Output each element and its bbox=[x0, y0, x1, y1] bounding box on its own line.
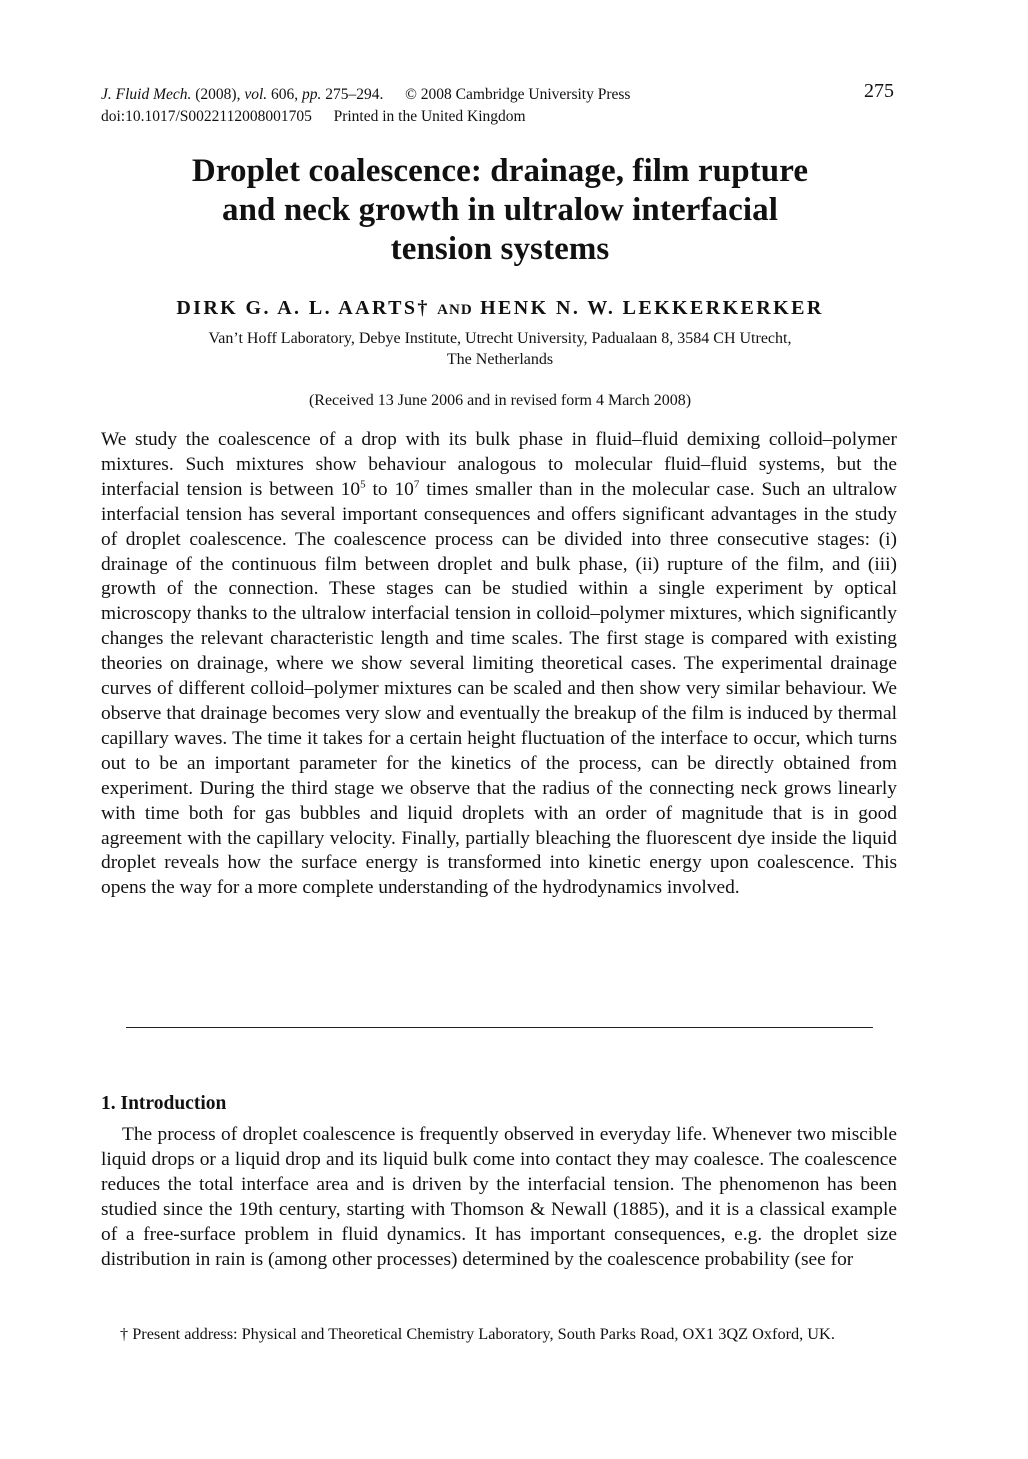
volume-label: vol. bbox=[244, 86, 268, 103]
title-line: tension systems bbox=[390, 231, 610, 267]
page-number: 275 bbox=[864, 80, 894, 102]
title-line: Droplet coalescence: drainage, film rupture bbox=[191, 153, 809, 189]
journal-year: (2008), bbox=[195, 86, 241, 103]
abstract-text: to 10 bbox=[365, 478, 414, 500]
author-second: HENK N. W. LEKKERKERKER bbox=[480, 297, 824, 319]
author-conjunction: AND bbox=[437, 302, 473, 318]
running-header-doi bbox=[101, 106, 526, 128]
printed-notice: Printed in the United Kingdom bbox=[333, 108, 526, 125]
affiliation-line: Van’t Hoff Laboratory, Debye Institute, Utrecht University, Padualaan 8, 3584 CH Utrecht, bbox=[208, 330, 792, 347]
affiliation-line: The Netherlands bbox=[446, 351, 554, 368]
pages-label: pp. bbox=[302, 86, 322, 103]
author-first: DIRK G. A. L. AARTS† bbox=[176, 297, 430, 319]
title-line: and neck growth in ultralow interfacial bbox=[221, 192, 779, 228]
affiliation bbox=[100, 328, 900, 370]
footnote: † Present address: Physical and Theoretical Chemistry Laboratory, South Parks Road, OX1 3QZ Oxford, UK. bbox=[120, 1324, 835, 1343]
received-dates: (Received 13 June 2006 and in revised form 4 March 2008) bbox=[308, 392, 692, 409]
abstract-text: times smaller than in the molecular case. Such an ultralow interfacial tension has several important consequences and offers significant advantages in the study of droplet coalescence. The coalescence process can be divided into three consecutive stages: (i) drainage of the continuous film between droplet and bulk phase, (ii) rupture of the film, and (iii) growth of the connection. These stages can be studied within a single experiment by optical microscopy thanks to the ultralow interfacial tension in colloid–polymer mixtures, which significantly changes the relevant characteristic length and time scales. The first stage is compared with existing theories on drainage, where we show several limiting theoretical cases. The experimental drainage curves of different colloid–polymer mixtures can be scaled and then show very similar behaviour. We observe that drainage becomes very slow and eventually the breakup of the film is induced by thermal capillary waves. The time it takes for a certain height fluctuation of the interface to occur, which turns out to be an important parameter for the kinetics of the process, can be directly obtained from experiment. During the third stage we observe that the radius of the connecting neck grows linearly with time both for gas bubbles and liquid droplets with an order of magnitude that is in good agreement with the capillary velocity. Finally, partially bleaching the fluorescent dye inside the liquid droplet reveals how the surface energy is transformed into kinetic energy upon coalescence. This opens the way for a more complete understanding of the hydrodynamics involved. bbox=[101, 478, 897, 899]
running-header-citation bbox=[101, 84, 630, 106]
abstract bbox=[101, 428, 897, 901]
volume-number: 606, bbox=[271, 86, 299, 103]
paper-title bbox=[100, 152, 900, 269]
exponent: 5 bbox=[360, 478, 366, 491]
abstract-text: We study the coalescence of a drop with its bulk phase in fluid–fluid demixing colloid–polymer mixtures. Such mixtures show behaviour analogous to molecular fluid–fluid systems, but the interfacial tension is between 10 bbox=[101, 429, 897, 500]
page-range: 275–294. bbox=[325, 86, 384, 103]
copyright-notice: © 2008 Cambridge University Press bbox=[405, 86, 631, 103]
journal-name: J. Fluid Mech. bbox=[101, 86, 192, 103]
introduction-paragraph: The process of droplet coalescence is frequently observed in everyday life. Whenever two miscible liquid drops or a liquid drop and its liquid bulk come into contact they may coalesce. The coalescence reduces the total interface area and is driven by the interfacial tension. The phenomenon has been studied since the 19th century, starting with Thomson & Newall (1885), and it is a classical example of a free-surface problem in fluid dynamics. It has important consequences, e.g. the droplet size distribution in rain is (among other processes) determined by the coalescence probability (see for bbox=[101, 1124, 897, 1270]
author-list bbox=[100, 297, 900, 320]
exponent: 7 bbox=[413, 478, 420, 491]
abstract-separator-rule bbox=[126, 1027, 873, 1028]
section-heading: 1. Introduction bbox=[101, 1093, 227, 1114]
doi: doi:10.1017/S0022112008001705 bbox=[101, 108, 312, 125]
